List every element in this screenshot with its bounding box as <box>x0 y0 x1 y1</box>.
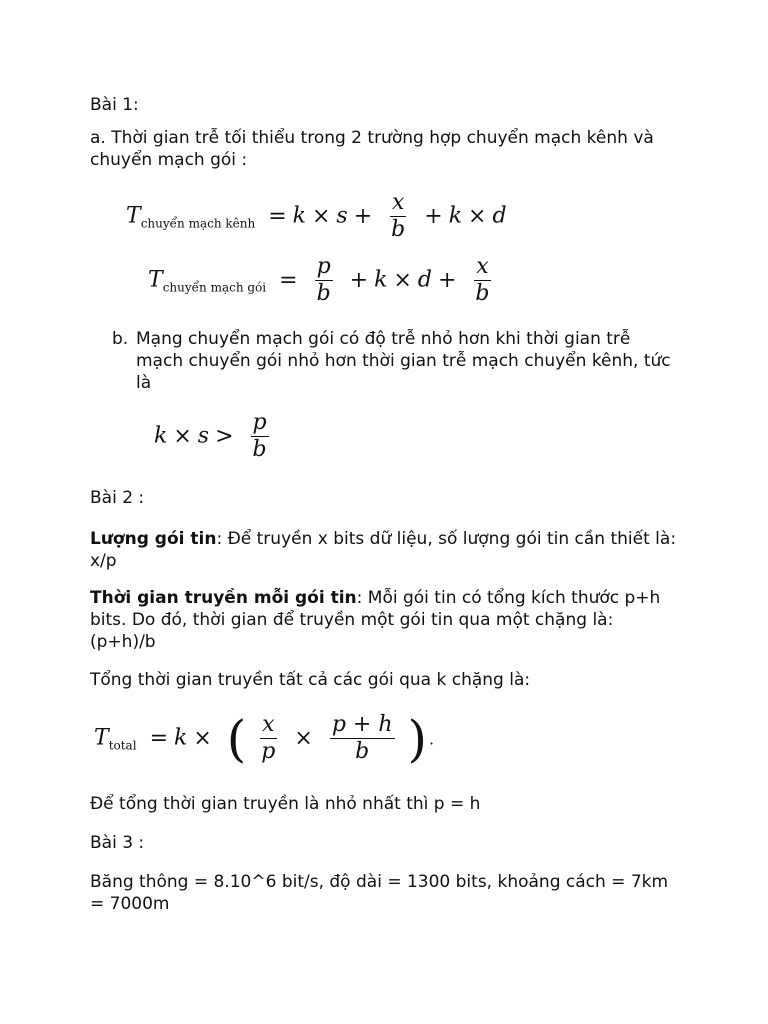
equation-subscript: chuyển mạch kênh <box>140 216 256 231</box>
bai1-part-b-text: Mạng chuyển mạch gói có độ trễ nhỏ hơn khi thời gian trễ mạch chuyển gói nhỏ hơn thời gian trễ mạch chuyển kênh, tức là <box>136 329 677 393</box>
equation-subscript: chuyển mạch gói <box>162 280 267 295</box>
bai2-heading: Bài 2 : <box>90 488 145 508</box>
fraction-p-over-b: $\frac{p}{b}$ <box>316 254 331 306</box>
equation-subscript: total <box>108 738 137 753</box>
bold-term: Thời gian truyền mỗi gói tin <box>90 588 357 608</box>
bai3-paragraph-given: Băng thông = 8.10^6 bit/s, độ dài = 1300 bits, khoảng cách = 7km = 7000m <box>90 872 674 914</box>
fraction-x-over-b: $\frac{x}{b}$ <box>475 254 490 306</box>
bai2-paragraph-packet-count: Lượng gói tin: Để truyền x bits dữ liệu, số lượng gói tin cần thiết là: x/p <box>90 529 682 571</box>
fraction-ph-over-b: $\frac{p + h}{b}$ <box>331 712 393 764</box>
bai1-heading: Bài 1: <box>90 95 139 115</box>
bai3-heading: Bài 3 : <box>90 833 145 853</box>
fraction-x-over-b: $\frac{x}{b}$ <box>391 190 406 242</box>
equation-circuit-switching: $T_{chuyển mạch kênh} = k \times s$ + $\frac{x}{b}$ + k × d <box>126 190 507 242</box>
bai2-paragraph-total-time: Tổng thời gian truyền tất cả các gói qua k chặng là: <box>90 670 531 690</box>
bai2-paragraph-packet-time: Thời gian truyền mỗi gói tin: Mỗi gói tin có tổng kích thước p+h bits. Do đó, thời gian để truyền một gói tin qua một chặng là: (p+h)/b <box>90 588 666 652</box>
equation-packet-switching: $T_{chuyển mạch gói}$ = $\frac{p}{b}$ + k × d + $\frac{x}{b}$ <box>148 254 490 306</box>
equation-total-time: $T_{total} = k$ × ( $\frac{x}{p}$ × $\frac{p + h}{b}$ ) . <box>94 709 435 768</box>
fraction-p-over-b: $\frac{p}{b}$ <box>252 410 267 462</box>
bold-term: Lượng gói tin <box>90 529 217 549</box>
fraction-x-over-p: $\frac{x}{p}$ <box>261 712 276 764</box>
bai1-part-a-text: a. Thời gian trễ tối thiểu trong 2 trường hợp chuyển mạch kênh và chuyển mạch gói : <box>90 128 660 170</box>
bai1-part-b-label: b. <box>112 329 129 349</box>
bai2-paragraph-conclusion: Để tổng thời gian truyền là nhỏ nhất thì p = h <box>90 794 481 814</box>
inequality-condition: k × s > $\frac{p}{b}$ <box>154 410 267 462</box>
